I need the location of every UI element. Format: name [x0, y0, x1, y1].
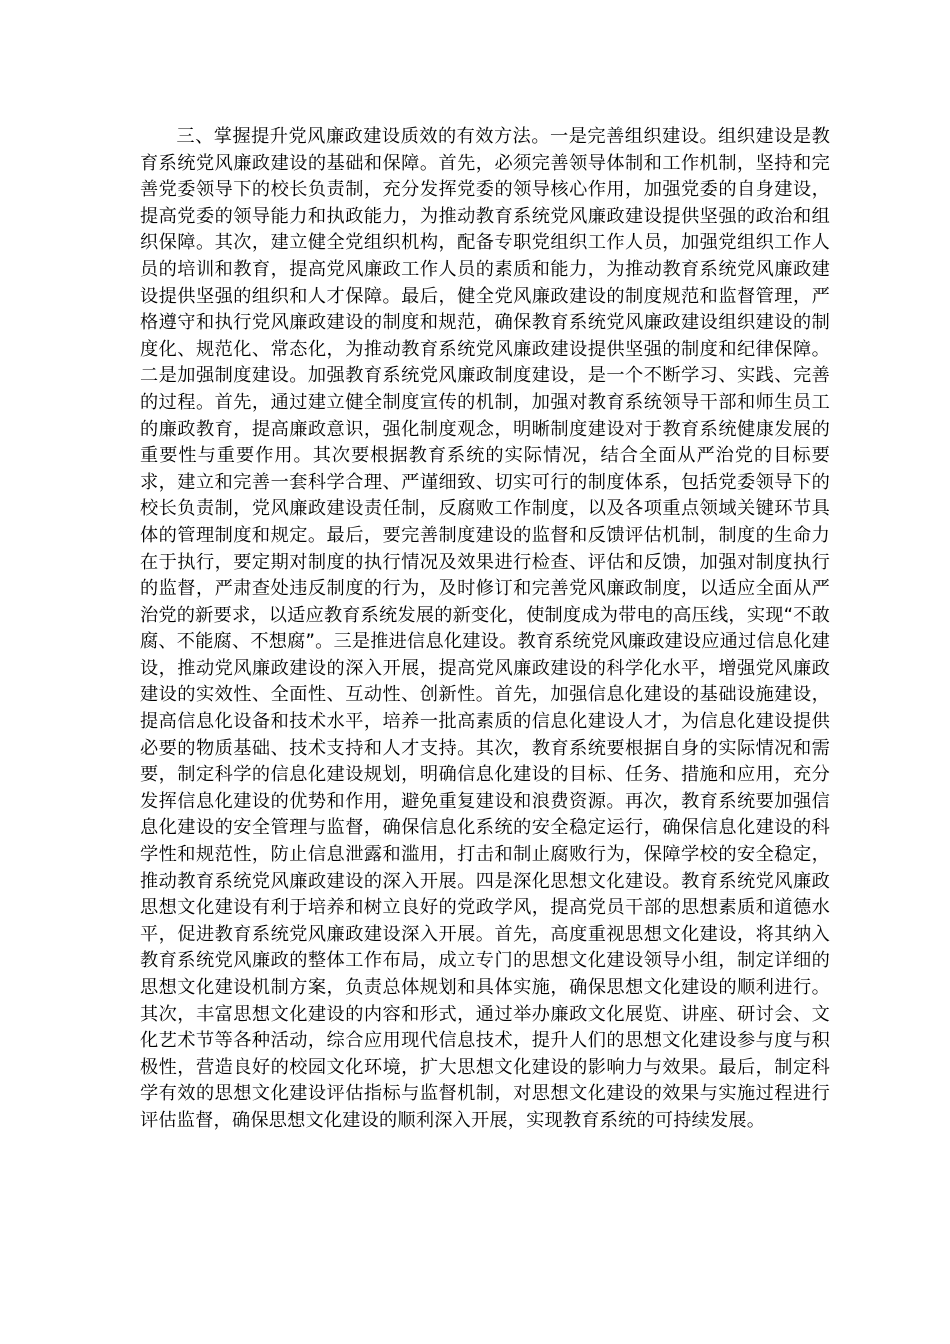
body-paragraph: 三、掌握提升党风廉政建设质效的有效方法。一是完善组织建设。组织建设是教育系统党风廉政建设的基础和保障。首先，必须完善领导体制和工作机制，坚持和完善党委领导下的校长负责制，充分发挥党委的领导核心作用，加强党委的自身建设，提高党委的领导能力和执政能力，为推动教育系统党风廉政建设提供坚强的政治和组织保障。其次，建立健全党组织机构，配备专职党组织工作人员，加强党组织工作人员的培训和教育，提高党风廉政工作人员的素质和能力，为推动教育系统党风廉政建设提供坚强的组织和人才保障。最后，健全党风廉政建设的制度规范和监督管理，严格遵守和执行党风廉政建设的制度和规范，确保教育系统党风廉政建设组织建设的制度化、规范化、常态化，为推动教育系统党风廉政建设提供坚强的制度和纪律保障。二是加强制度建设。加强教育系统党风廉政制度建设，是一个不断学习、实践、完善的过程。首先，通过建立健全制度宣传的机制，加强对教育系统领导干部和师生员工的廉政教育，提高廉政意识，强化制度观念，明晰制度建设对于教育系统健康发展的重要性与重要作用。其次要根据教育系统的实际情况，结合全面从严治党的目标要求，建立和完善一套科学合理、严谨细致、切实可行的制度体系，包括党委领导下的校长负责制，党风廉政建设责任制，反腐败工作制度，以及各项重点领域关键环节具体的管理制度和规定。最后，要完善制度建设的监督和反馈评估机制，制度的生命力在于执行，要定期对制度的执行情况及效果进行检查、评估和反馈，加强对制度执行的监督，严肃查处违反制度的行为，及时修订和完善党风廉政制度，以适应全面从严治党的新要求，以适应教育系统发展的新变化，使制度成为带电的高压线，实现“不敢腐、不能腐、不想腐”。三是推进信息化建设。教育系统党风廉政建设应通过信息化建设，推动党风廉政建设的深入开展，提高党风廉政建设的科学化水平，增强党风廉政建设的实效性、全面性、互动性、创新性。首先，加强信息化建设的基础设施建设，提高信息化设备和技术水平，培养一批高素质的信息化建设人才，为信息化建设提供必要的物质基础、技术支持和人才支持。其次，教育系统要根据自身的实际情况和需要，制定科学的信息化建设规划，明确信息化建设的目标、任务、措施和应用，充分发挥信息化建设的优势和作用，避免重复建设和浪费资源。再次，教育系统要加强信息化建设的安全管理与监督，确保信息化系统的安全稳定运行，确保信息化建设的科学性和规范性，防止信息泄露和滥用，打击和制止腐败行为，保障学校的安全稳定，推动教育系统党风廉政建设的深入开展。四是深化思想文化建设。教育系统党风廉政思想文化建设有利于培养和树立良好的党政学风，提高党员干部的思想素质和道德水平，促进教育系统党风廉政建设深入开展。首先，高度重视思想文化建设，将其纳入教育系统党风廉政的整体工作布局，成立专门的思想文化建设领导小组，制定详细的思想文化建设机制方案，负责总体规划和具体实施，确保思想文化建设的顺利进行。其次，丰富思想文化建设的内容和形式，通过举办廉政文化展览、讲座、研讨会、文化艺术节等各种活动，综合应用现代信息技术，提升人们的思想文化建设参与度与积极性，营造良好的校园文化环境，扩大思想文化建设的影响力与效果。最后，制定科学有效的思想文化建设评估指标与监督机制，对思想文化建设的效果与实施过程进行评估监督，确保思想文化建设的顺利深入开展，实现教育系统的可持续发展。: [140, 126, 830, 1131]
